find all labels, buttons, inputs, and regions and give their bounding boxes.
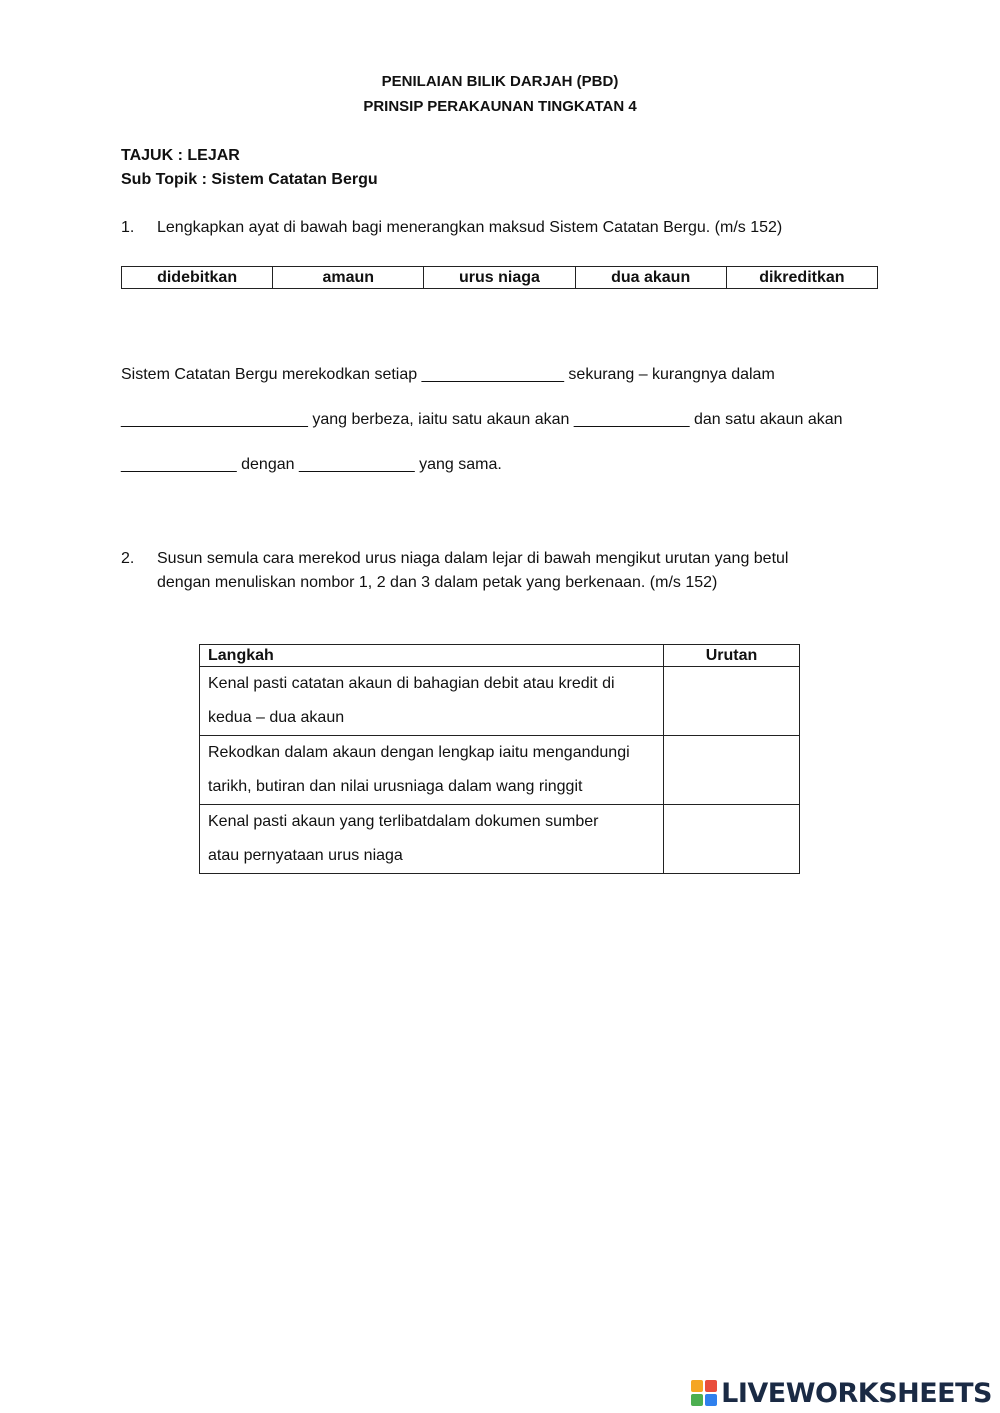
logo-square-icon bbox=[691, 1394, 703, 1406]
order-answer-box[interactable] bbox=[664, 805, 800, 874]
liveworksheets-logo[interactable] bbox=[691, 1376, 992, 1410]
liveworksheets-logo-icon bbox=[691, 1380, 717, 1406]
q1-instruction: Lengkapkan ayat di bawah bagi menerangkan maksud Sistem Catatan Bergu. (m/s 152) bbox=[157, 219, 783, 236]
worksheet-title-line2: PRINSIP PERAKAUNAN TINGKATAN 4 bbox=[363, 98, 637, 115]
table-row bbox=[200, 667, 800, 736]
order-answer-box[interactable] bbox=[664, 667, 800, 736]
logo-square-icon bbox=[705, 1394, 717, 1406]
step-text-line1: Kenal pasti akaun yang terlibatdalam dokumen sumber bbox=[208, 813, 599, 830]
steps-header-row bbox=[200, 645, 800, 667]
worksheet-title-line1: PENILAIAN BILIK DARJAH (PBD) bbox=[381, 73, 619, 90]
word-bank-table bbox=[121, 266, 878, 289]
table-row bbox=[200, 736, 800, 805]
step-text-line1: Kenal pasti catatan akaun di bahagian debit atau kredit di bbox=[208, 675, 615, 692]
word-bank-item[interactable]: amaun bbox=[273, 267, 424, 289]
step-description bbox=[200, 805, 664, 874]
topic-title: TAJUK : LEJAR bbox=[121, 147, 240, 164]
word-bank-item[interactable]: urus niaga bbox=[424, 267, 575, 289]
word-bank-row bbox=[122, 267, 878, 289]
column-header-langkah: Langkah bbox=[200, 645, 664, 667]
word-bank-item[interactable]: dua akaun bbox=[575, 267, 726, 289]
step-description bbox=[200, 667, 664, 736]
fill-blank-line-1[interactable]: Sistem Catatan Bergu merekodkan setiap ________________ sekurang – kurangnya dalam bbox=[121, 366, 775, 383]
table-row bbox=[200, 805, 800, 874]
word-bank-item[interactable]: didebitkan bbox=[122, 267, 273, 289]
steps-table bbox=[199, 644, 800, 874]
fill-blank-line-3[interactable]: _____________ dengan _____________ yang sama. bbox=[121, 456, 502, 473]
order-answer-box[interactable] bbox=[664, 736, 800, 805]
logo-text: LIVEWORKSHEETS bbox=[721, 1377, 992, 1409]
step-description bbox=[200, 736, 664, 805]
fill-blank-line-2[interactable]: _____________________ yang berbeza, iaitu satu akaun akan _____________ dan satu akaun akan bbox=[121, 411, 843, 428]
step-text-line1: Rekodkan dalam akaun dengan lengkap iaitu mengandungi bbox=[208, 744, 630, 761]
step-text-line2: kedua – dua akaun bbox=[208, 709, 345, 726]
column-header-urutan: Urutan bbox=[664, 645, 800, 667]
logo-square-icon bbox=[691, 1380, 703, 1392]
q2-instruction-line2: dengan menuliskan nombor 1, 2 dan 3 dalam petak yang berkenaan. (m/s 152) bbox=[157, 574, 718, 591]
q2-instruction-line1: Susun semula cara merekod urus niaga dalam lejar di bawah mengikut urutan yang betul bbox=[157, 550, 789, 567]
q1-number: 1. bbox=[121, 219, 135, 236]
logo-square-icon bbox=[705, 1380, 717, 1392]
step-text-line2: atau pernyataan urus niaga bbox=[208, 847, 403, 864]
word-bank-item[interactable]: dikreditkan bbox=[726, 267, 877, 289]
step-text-line2: tarikh, butiran dan nilai urusniaga dalam wang ringgit bbox=[208, 778, 583, 795]
q2-number: 2. bbox=[121, 550, 135, 567]
subtopic-title: Sub Topik : Sistem Catatan Bergu bbox=[121, 171, 378, 188]
